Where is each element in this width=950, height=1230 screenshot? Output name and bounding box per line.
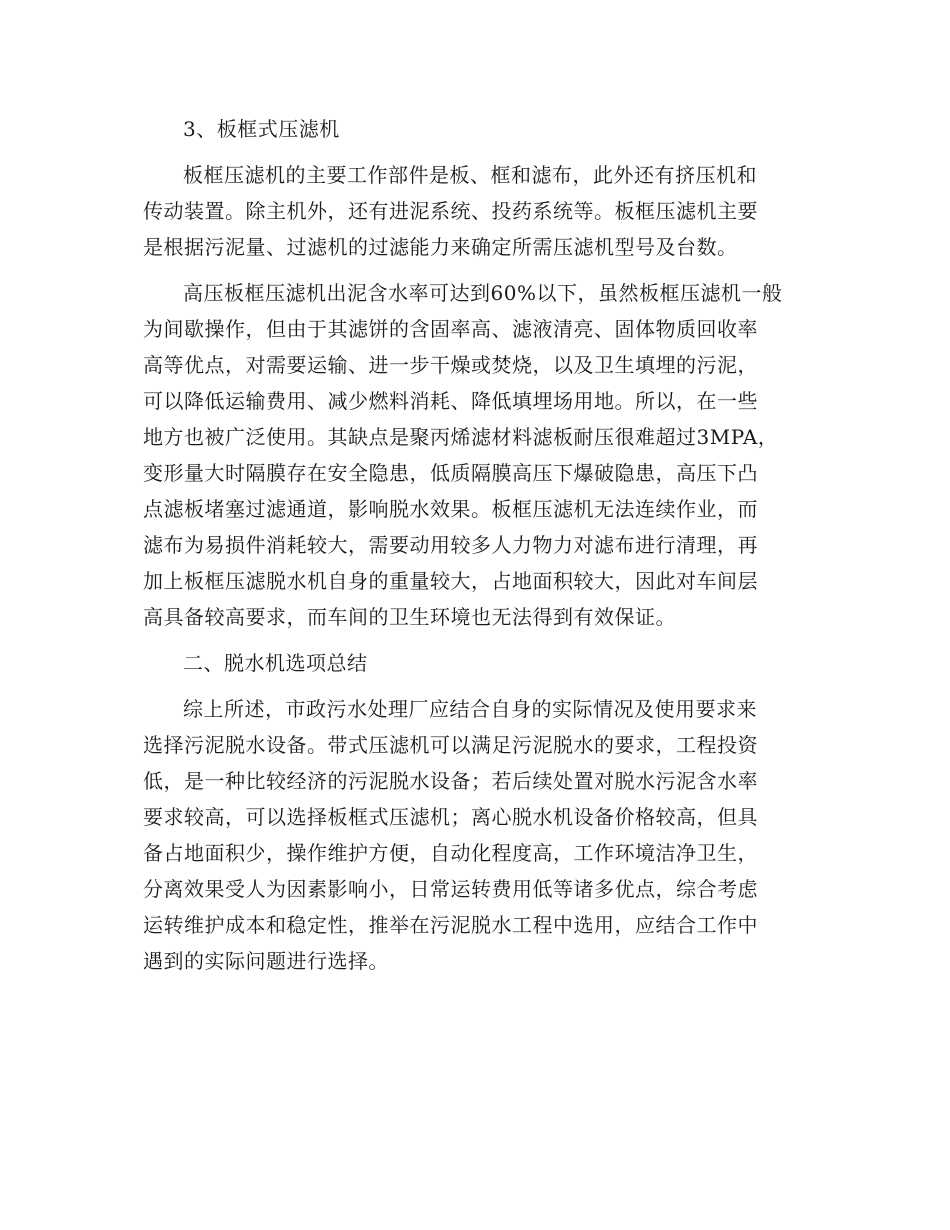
text-line: 可以降低运输费用、减少燃料消耗、降低填埋场用地。所以，在一些 — [143, 389, 758, 413]
text-line: 备占地面积少，操作维护方便，自动化程度高，工作环境洁净卫生， — [143, 841, 758, 865]
text-line: 加上板框压滤脱水机自身的重量较大，占地面积较大，因此对车间层 — [143, 569, 758, 593]
paragraph-summary — [143, 691, 810, 979]
spacer — [143, 147, 810, 157]
text-line: 点滤板堵塞过滤通道，影响脱水效果。板框压滤机无法连续作业，而 — [143, 497, 758, 521]
spacer — [143, 681, 810, 691]
text-line: 低，是一种比较经济的污泥脱水设备；若后续处置对脱水污泥含水率 — [143, 769, 758, 793]
text-line: 滤布为易损件消耗较大，需要动用较多人力物力对滤布进行清理，再 — [143, 533, 758, 557]
section-heading-summary: 二、脱水机选项总结 — [183, 651, 368, 675]
text-line: 板框压滤机的主要工作部件是板、框和滤布，此外还有挤压机和 — [183, 163, 757, 187]
text-line: 高压板框压滤机出泥含水率可达到60%以下，虽然板框压滤机一般 — [183, 281, 783, 305]
text-line: 传动装置。除主机外，还有进泥系统、投药系统等。板框压滤机主要 — [143, 199, 758, 223]
text-line: 运转维护成本和稳定性，推举在污泥脱水工程中选用，应结合工作中 — [143, 913, 758, 937]
text-line: 高等优点，对需要运输、进一步干燥或焚烧，以及卫生填埋的污泥， — [143, 353, 758, 377]
text-line: 为间歇操作，但由于其滤饼的含固率高、滤液清亮、固体物质回收率 — [143, 317, 758, 341]
text-line: 变形量大时隔膜存在安全隐患，低质隔膜高压下爆破隐患，高压下凸 — [143, 461, 758, 485]
paragraph-plate-frame-overview — [143, 157, 810, 265]
text-line: 选择污泥脱水设备。带式压滤机可以满足污泥脱水的要求，工程投资 — [143, 733, 758, 757]
text-line: 高具备较高要求，而车间的卫生环境也无法得到有效保证。 — [143, 605, 676, 629]
section-heading-plate-frame: 3、板框式压滤机 — [183, 117, 340, 141]
text-line: 要求较高，可以选择板框式压滤机；离心脱水机设备价格较高，但具 — [143, 805, 758, 829]
text-line: 地方也被广泛使用。其缺点是聚丙烯滤材料滤板耐压很难超过3MPA， — [143, 425, 779, 449]
text-line: 是根据污泥量、过滤机的过滤能力来确定所需压滤机型号及台数。 — [143, 235, 738, 259]
spacer — [143, 265, 810, 275]
paragraph-high-pressure-press — [143, 275, 810, 635]
spacer — [143, 635, 810, 645]
text-line: 遇到的实际问题进行选择。 — [143, 949, 389, 973]
text-line: 分离效果受人为因素影响小，日常运转费用低等诸多优点，综合考虑 — [143, 877, 758, 901]
text-line: 综上所述，市政污水处理厂应结合自身的实际情况及使用要求来 — [183, 697, 757, 721]
